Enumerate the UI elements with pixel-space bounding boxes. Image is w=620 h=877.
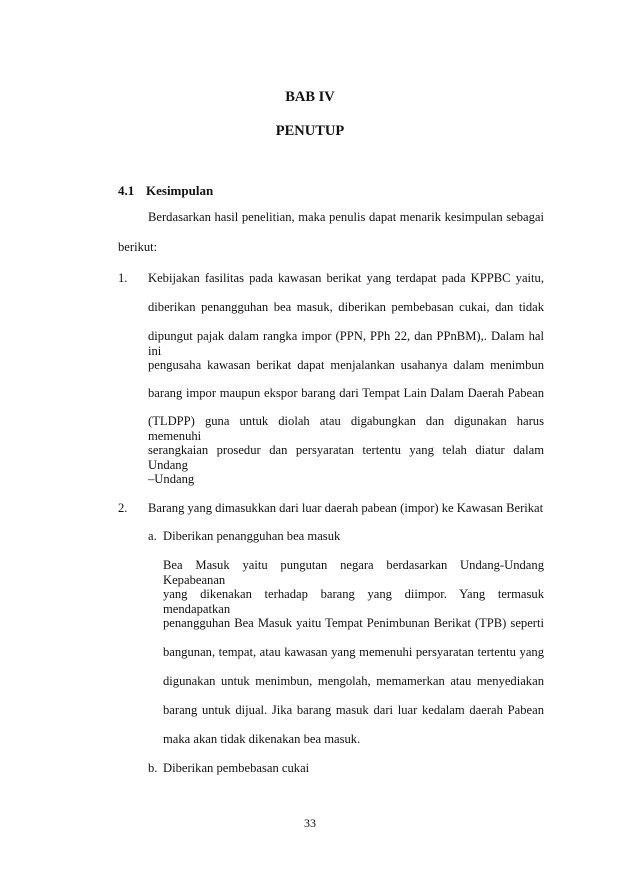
paragraph-line: barang impor maupun ekspor barang dari Tempat Lain Dalam Daerah Pabean bbox=[148, 386, 544, 400]
paragraph-line: barang untuk dijual. Jika barang masuk dari luar kedalam daerah Pabean bbox=[163, 703, 544, 717]
paragraph-line: Barang yang dimasukkan dari luar daerah pabean (impor) ke Kawasan Berikat bbox=[148, 501, 544, 515]
page-number: 33 bbox=[304, 816, 316, 830]
paragraph-line: Bea Masuk yaitu pungutan negara berdasarkan Undang-Undang Kepabeanan bbox=[163, 558, 544, 587]
paragraph-line: dipungut pajak dalam rangka impor (PPN, PPh 22, dan PPnBM),. Dalam hal ini bbox=[148, 329, 544, 358]
paragraph-line: bangunan, tempat, atau kawasan yang memenuhi persyaratan tertentu yang bbox=[163, 645, 544, 659]
list-marker: 2. bbox=[118, 501, 128, 515]
sublist-label: Diberikan pembebasan cukai bbox=[163, 761, 310, 775]
paragraph-line: (TLDPP) guna untuk diolah atau digabungkan dan digunakan harus memenuhi bbox=[148, 414, 544, 443]
chapter-label: BAB IV bbox=[285, 89, 335, 105]
section-title: Kesimpulan bbox=[146, 183, 214, 198]
paragraph-line: maka akan tidak dikenakan bea masuk. bbox=[163, 732, 361, 746]
paragraph-line: –Undang bbox=[148, 472, 195, 486]
intro-line: Berdasarkan hasil penelitian, maka penulis dapat menarik kesimpulan sebagai bbox=[148, 210, 544, 224]
paragraph-line: pengusaha kawasan berikat dapat menjalankan usahanya dalam menimbun bbox=[148, 358, 544, 372]
paragraph-line: digunakan untuk menimbun, mengolah, memamerkan atau menyediakan bbox=[163, 674, 544, 688]
list-marker: 1. bbox=[118, 271, 128, 285]
paragraph-line: yang dikenakan terhadap barang yang diimpor. Yang termasuk mendapatkan bbox=[163, 587, 544, 616]
paragraph-line: diberikan penangguhan bea masuk, diberikan pembebasan cukai, dan tidak bbox=[148, 300, 544, 314]
section-number: 4.1 bbox=[118, 183, 135, 198]
sublist-marker: b. bbox=[148, 761, 158, 775]
paragraph-line: Kebijakan fasilitas pada kawasan berikat yang terdapat pada KPPBC yaitu, bbox=[148, 271, 544, 285]
sublist-marker: a. bbox=[148, 529, 157, 543]
chapter-title: PENUTUP bbox=[275, 123, 345, 139]
sublist-label: Diberikan penangguhan bea masuk bbox=[163, 529, 341, 543]
paragraph-line: penangguhan Bea Masuk yaitu Tempat Penimbunan Berikat (TPB) seperti bbox=[163, 616, 544, 630]
paragraph-line: serangkaian prosedur dan persyaratan tertentu yang telah diatur dalam Undang bbox=[148, 443, 544, 472]
intro-line: berikut: bbox=[118, 240, 158, 254]
